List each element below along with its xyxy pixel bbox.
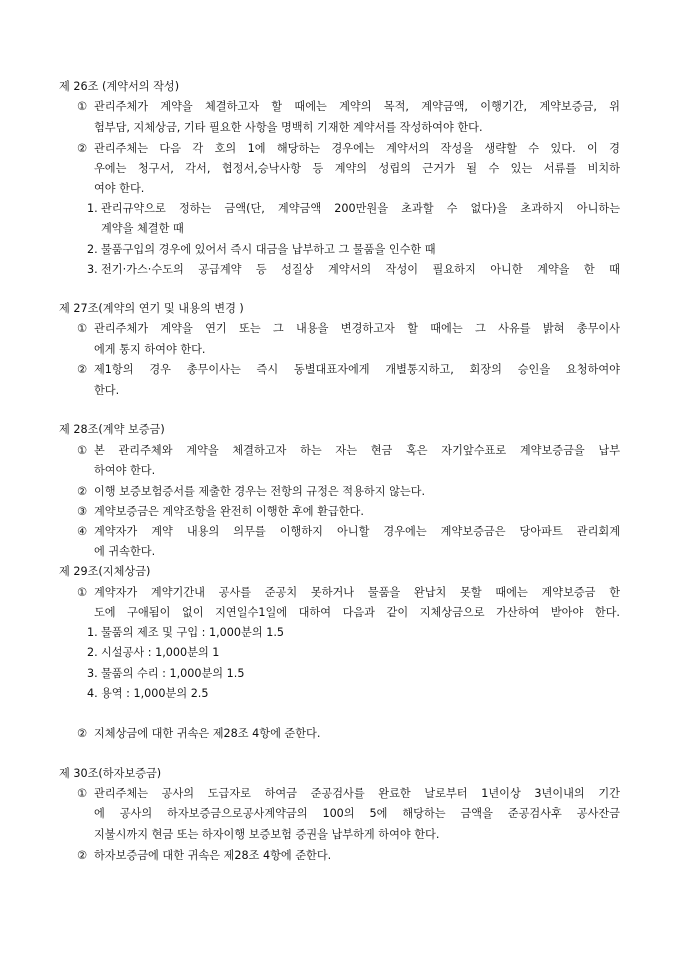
article-30-p1-line: 관리주체는 공사의 도급자로 하여금 준공검사를 완료한 날로부터 1년이상 3년이내의 기간 bbox=[94, 787, 620, 800]
article-26-item-line: 전기·가스·수도의 공급계약 등 성질상 계약서의 작성이 필요하지 아니한 계약을 한 때 bbox=[101, 263, 620, 276]
item-number: 3. bbox=[87, 263, 98, 276]
article-27-heading: 제 27조(계약의 연기 및 내용의 변경 ) bbox=[59, 302, 244, 315]
article-26-p2-line: 우에는 청구서, 각서, 협정서,승낙사항 등 계약의 성립의 근거가 될 수 있는 서류를 비치하 bbox=[94, 162, 620, 175]
article-30-p1-line: 에 공사의 하자보증금으로공사계약금의 100의 5에 해당하는 금액을 준공검사후 공사잔금 bbox=[94, 807, 620, 820]
article-28-heading: 제 28조(계약 보증금) bbox=[59, 423, 165, 436]
article-27-p1-line: 에게 통지 하여야 한다. bbox=[94, 343, 206, 356]
article-29-p2-line: 지체상금에 대한 귀속은 제28조 4항에 준한다. bbox=[94, 727, 321, 740]
paragraph-mark: ① bbox=[77, 444, 88, 457]
paragraph-mark: ② bbox=[77, 485, 88, 498]
article-29-item-line: 물품의 제조 및 구입 : 1,000분의 1.5 bbox=[101, 626, 284, 639]
paragraph-mark: ① bbox=[77, 586, 88, 599]
article-27-p2-line: 제1항의 경우 총무이사는 즉시 동별대표자에게 개별통지하고, 회장의 승인을 요청하여야 bbox=[94, 363, 620, 376]
article-29-heading: 제 29조(지체상금) bbox=[59, 565, 151, 578]
article-26-p2-line: 여야 한다. bbox=[94, 182, 145, 195]
article-26-item-line: 관리규약으로 정하는 금액(단, 계약금액 200만원을 초과할 수 없다)을 초과하지 아니하는 bbox=[101, 202, 620, 215]
article-28-p3-line: 계약보증금은 계약조항을 완전히 이행한 후에 환급한다. bbox=[94, 505, 364, 518]
article-29-item-line: 시설공사 : 1,000분의 1 bbox=[101, 646, 220, 659]
article-26-item-line: 계약을 체결한 때 bbox=[101, 222, 184, 235]
article-27-p1-line: 관리주체가 계약을 연기 또는 그 내용을 변경하고자 할 때에는 그 사유를 밝혀 총무이사 bbox=[94, 322, 620, 335]
article-30-p2-line: 하자보증금에 대한 귀속은 제28조 4항에 준한다. bbox=[94, 849, 332, 862]
article-26-p2-line: 관리주체는 다음 각 호의 1에 해당하는 경우에는 계약서의 작성을 생략할 수 있다. 이 경 bbox=[94, 142, 620, 155]
item-number: 3. bbox=[87, 667, 98, 680]
article-29-p1-line: 계약자가 계약기간내 공사를 준공치 못하거나 물품을 완납치 못할 때에는 계약보증금 한 bbox=[94, 586, 620, 599]
article-26-p1-line: 관리주체가 계약을 체결하고자 할 때에는 계약의 목적, 계약금액, 이행기간, 계약보증금, 위 bbox=[94, 100, 620, 113]
article-27-p2-line: 한다. bbox=[94, 384, 120, 397]
article-26-p1-line: 험부담, 지체상금, 기타 필요한 사항을 명백히 기재한 계약서를 작성하여야 한다. bbox=[94, 121, 483, 134]
paragraph-mark: ② bbox=[77, 363, 88, 376]
article-29-item-line: 물품의 수리 : 1,000분의 1.5 bbox=[101, 667, 245, 680]
item-number: 4. bbox=[87, 687, 98, 700]
article-28-p2-line: 이행 보증보험증서를 제출한 경우는 전항의 규정은 적용하지 않는다. bbox=[94, 485, 426, 498]
paragraph-mark: ② bbox=[77, 849, 88, 862]
article-26-item-line: 물품구입의 경우에 있어서 즉시 대금을 납부하고 그 물품을 인수한 때 bbox=[101, 243, 436, 256]
paragraph-mark: ① bbox=[77, 322, 88, 335]
article-30-p1-line: 지불시까지 현금 또는 하자이행 보증보험 증권을 납부하게 하여야 한다. bbox=[94, 828, 440, 841]
paragraph-mark: ② bbox=[77, 142, 88, 155]
item-number: 1. bbox=[87, 202, 98, 215]
article-26-heading: 제 26조 (계약서의 작성) bbox=[59, 80, 180, 93]
paragraph-mark: ② bbox=[77, 727, 88, 740]
item-number: 2. bbox=[87, 646, 98, 659]
article-29-p1-line: 도에 구애됨이 없이 지연일수1일에 대하여 다음과 같이 지체상금으로 가산하여 받아야 한다. bbox=[94, 606, 620, 619]
item-number: 1. bbox=[87, 626, 98, 639]
item-number: 2. bbox=[87, 243, 98, 256]
article-29-item-line: 용역 : 1,000분의 2.5 bbox=[101, 687, 209, 700]
article-28-p4-line: 계약자가 계약 내용의 의무를 이행하지 아니할 경우에는 계약보증금은 당아파트 관리회계 bbox=[94, 525, 620, 538]
article-28-p1-line: 본 관리주체와 계약을 체결하고자 하는 자는 현금 혹은 자기앞수표로 계약보증금을 납부 bbox=[94, 444, 620, 457]
paragraph-mark: ④ bbox=[77, 525, 88, 538]
paragraph-mark: ① bbox=[77, 787, 88, 800]
article-28-p4-line: 에 귀속한다. bbox=[94, 545, 156, 558]
article-30-heading: 제 30조(하자보증금) bbox=[59, 767, 162, 780]
article-28-p1-line: 하여야 한다. bbox=[94, 464, 156, 477]
paragraph-mark: ③ bbox=[77, 505, 88, 518]
paragraph-mark: ① bbox=[77, 100, 88, 113]
